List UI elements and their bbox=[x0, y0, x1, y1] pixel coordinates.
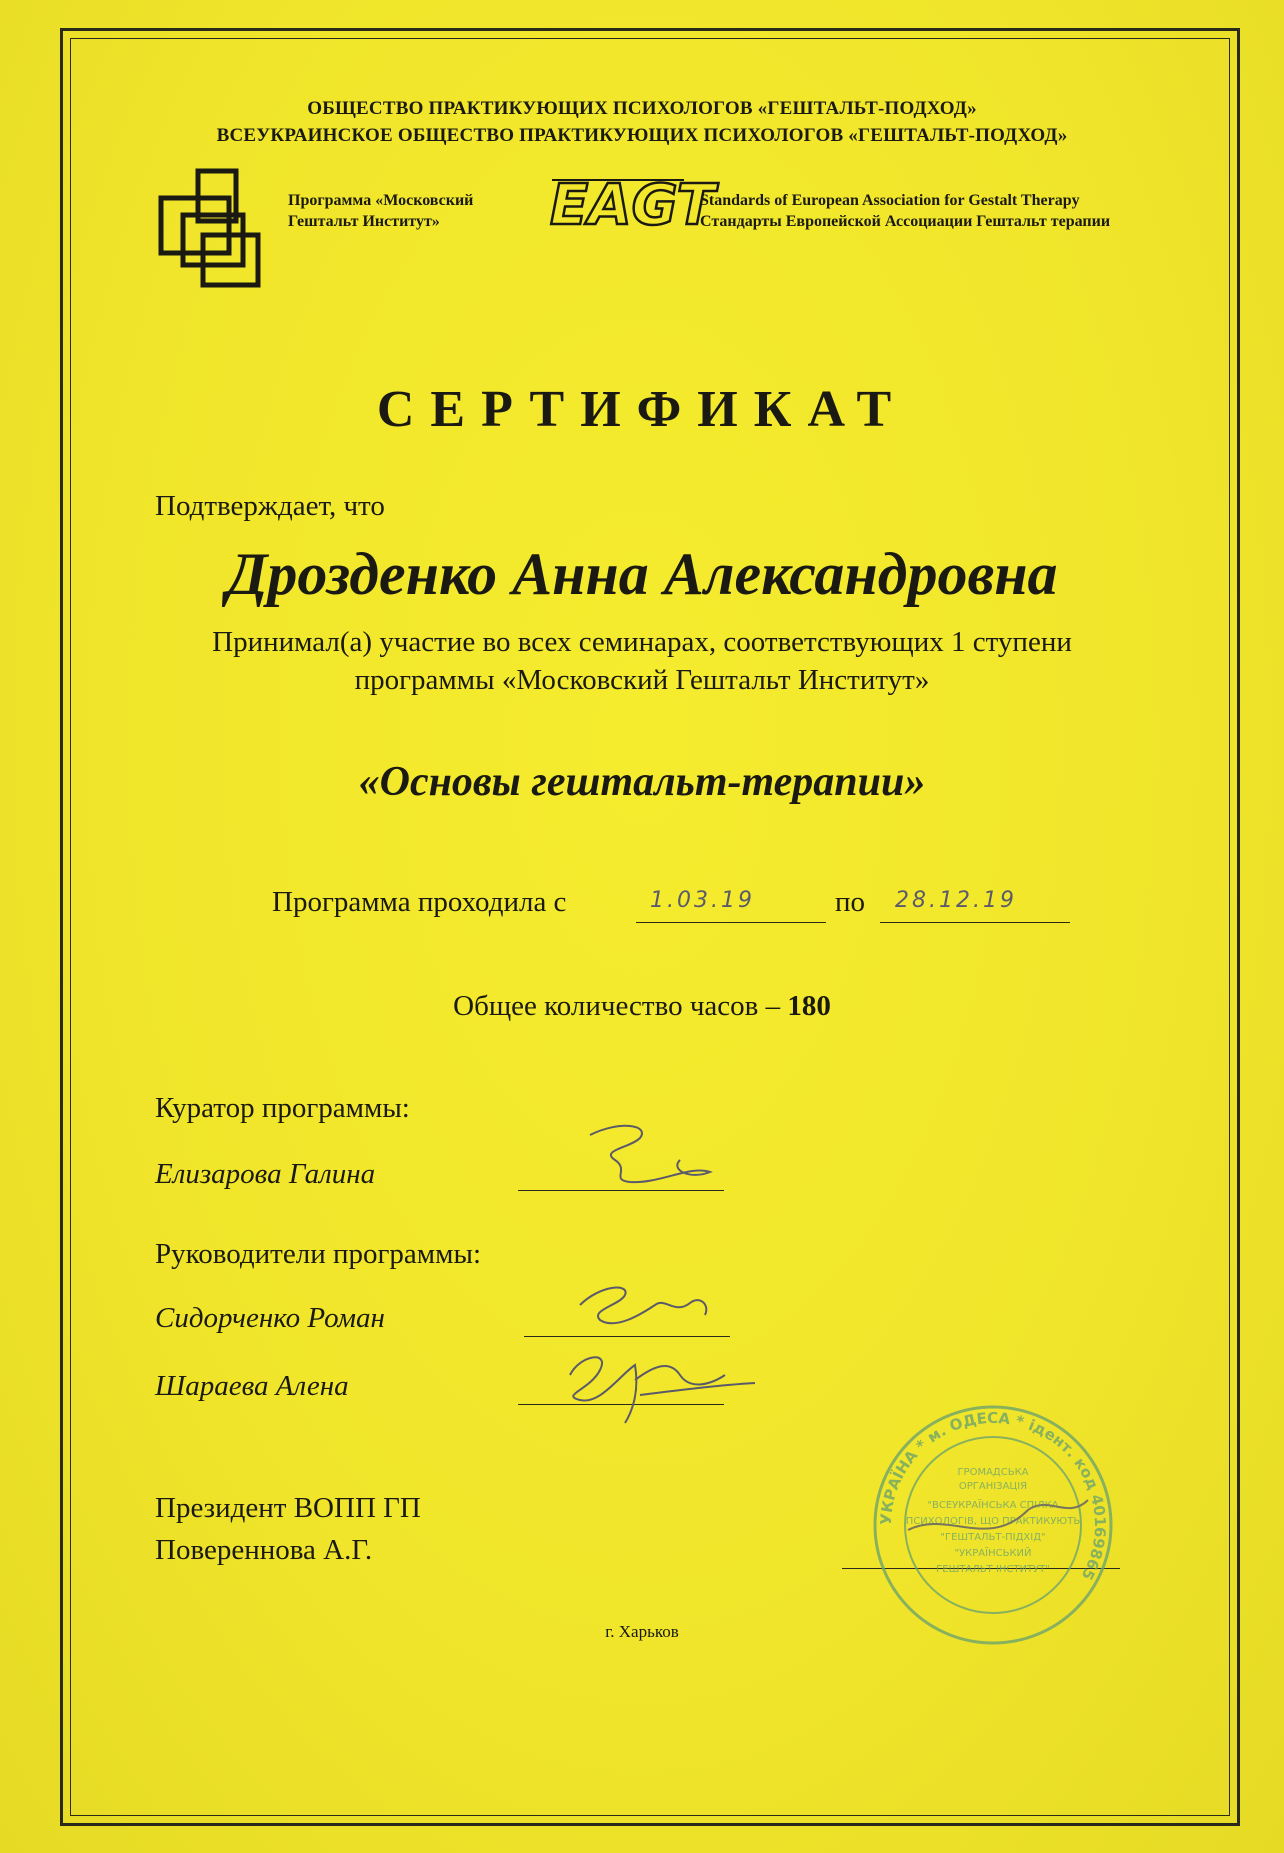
period-to-label: по bbox=[835, 886, 866, 918]
stamp-line-2: ОРГАНІЗАЦІЯ bbox=[958, 1481, 1028, 1492]
participation-line-1: Принимал(а) участие во всех семинарах, соответствующих 1 ступени bbox=[212, 626, 1072, 658]
curator-signature bbox=[570, 1110, 730, 1190]
recipient-name: Дрозденко Анна Александровна bbox=[226, 541, 1058, 607]
certificate-title: СЕРТИФИКАТ bbox=[376, 381, 908, 438]
program-line-2: Гештальт Институт» bbox=[288, 213, 440, 230]
course-title: «Основы гештальт-терапии» bbox=[358, 759, 926, 805]
confirms-text: Подтверждает, что bbox=[155, 490, 385, 522]
stamp-line-1: ГРОМАДСЬКА bbox=[957, 1467, 1029, 1478]
program-line-1: Программа «Московский bbox=[288, 192, 474, 209]
president-name: Повереннова А.Г. bbox=[155, 1534, 373, 1566]
total-hours bbox=[0, 990, 1284, 1023]
org-line-2: ВСЕУКРАИНСКОЕ ОБЩЕСТВО ПРАКТИКУЮЩИХ ПСИХОЛОГОВ «ГЕШТАЛЬТ-ПОДХОД» bbox=[216, 125, 1068, 146]
standards-ru: Стандарты Европейской Ассоциации Гештальт терапии bbox=[700, 213, 1111, 230]
stamp-line-3: "ВСЕУКРАЇНСЬКА СПІЛКА bbox=[927, 1500, 1059, 1511]
mgi-logo-icon bbox=[158, 168, 278, 290]
eagt-standards bbox=[700, 190, 1110, 232]
city: г. Харьков bbox=[605, 1622, 679, 1641]
organization-stamp bbox=[868, 1400, 1118, 1650]
leader-2-signature bbox=[540, 1335, 760, 1425]
leader-1-name: Сидорченко Роман bbox=[155, 1302, 385, 1334]
date-from-line bbox=[636, 922, 826, 923]
date-to-line bbox=[880, 922, 1070, 923]
leader-2-name: Шараева Алена bbox=[155, 1370, 349, 1402]
curator-signature-line bbox=[518, 1190, 724, 1191]
standards-en: Standards of European Association for Gestalt Therapy bbox=[700, 192, 1080, 209]
hours-value: 180 bbox=[787, 990, 831, 1022]
date-from: 1.03.19 bbox=[650, 888, 755, 913]
stamp-outer-text: УКРАЇНА * м. ОДЕСА * ідент. код 40169865 bbox=[876, 1408, 1110, 1584]
curator-name: Елизарова Галина bbox=[155, 1158, 376, 1190]
org-line-1: ОБЩЕСТВО ПРАКТИКУЮЩИХ ПСИХОЛОГОВ «ГЕШТАЛЬТ-ПОДХОД» bbox=[307, 98, 977, 119]
leader-1-signature bbox=[560, 1275, 720, 1340]
leaders-label: Руководители программы: bbox=[155, 1238, 481, 1270]
eagt-logo-text: EAGT bbox=[550, 173, 715, 238]
period-label: Программа проходила с bbox=[272, 886, 567, 918]
hours-label: Общее количество часов – bbox=[453, 990, 781, 1022]
program-name bbox=[288, 190, 473, 232]
curator-label: Куратор программы: bbox=[155, 1092, 410, 1124]
eagt-logo bbox=[548, 172, 715, 238]
president-title: Президент ВОПП ГП bbox=[155, 1492, 421, 1524]
date-to: 28.12.19 bbox=[895, 888, 1017, 913]
stamp-line-6: "УКРАЇНСЬКИЙ bbox=[954, 1548, 1032, 1559]
stamp-line-7: ГЕШТАЛЬТ ІНСТИТУТ" bbox=[936, 1564, 1050, 1575]
stamp-line-5: "ГЕШТАЛЬТ-ПІДХІД" bbox=[940, 1532, 1046, 1543]
participation-line-2: программы «Московский Гештальт Институт» bbox=[354, 664, 930, 696]
stamp-line-4: ПСИХОЛОГІВ, ЩО ПРАКТИКУЮТЬ bbox=[905, 1516, 1081, 1527]
